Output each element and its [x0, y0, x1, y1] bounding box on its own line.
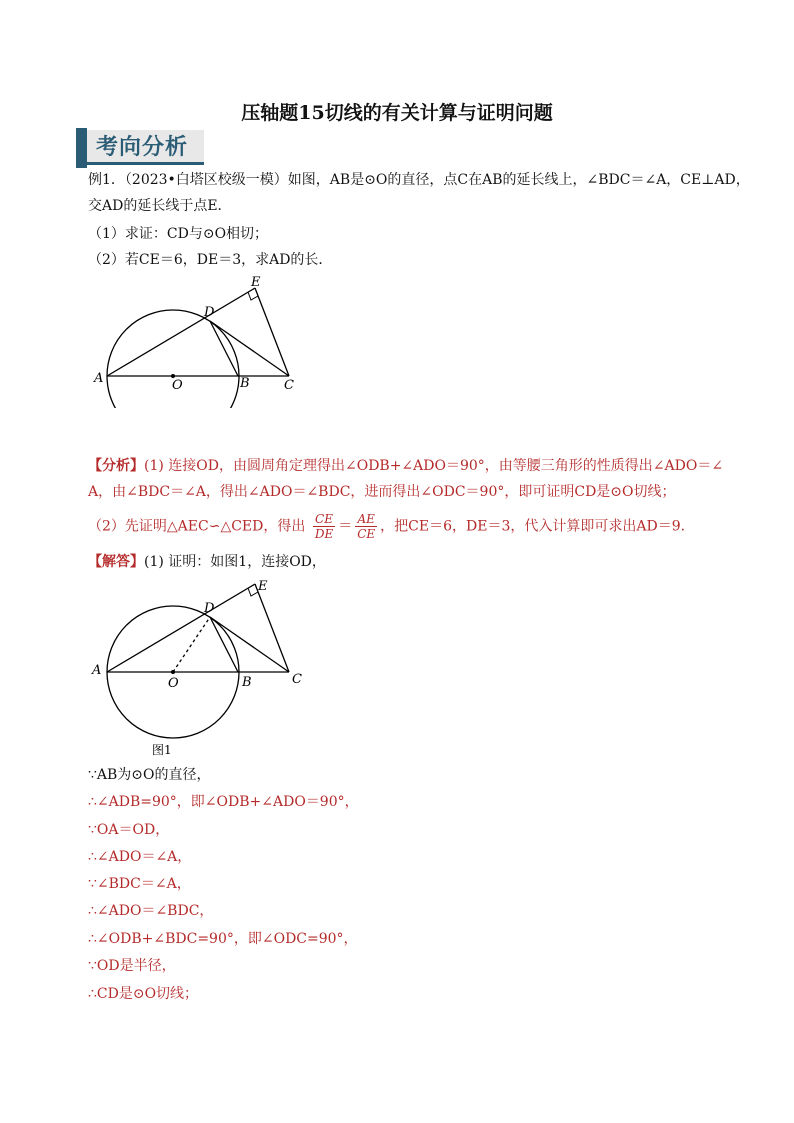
problem-line-1: 例1．（2023•白塔区校级一模）如图，AB是⊙O的直径，点C在AB的延长线上，∠BDC＝∠A，CE⊥AD，	[88, 172, 750, 188]
fraction-ae-ce	[355, 512, 377, 541]
solution-intro-text: (1) 证明：如图1，连接OD，	[144, 554, 326, 570]
section-banner	[76, 126, 204, 168]
figure-caption: 图1	[152, 743, 172, 757]
line-dc	[210, 321, 289, 376]
solution-tag: 【解答】	[88, 554, 144, 570]
center-point	[171, 670, 175, 674]
line-ec	[255, 584, 289, 672]
fraction-denominator: DE	[314, 527, 334, 541]
page-title: 压轴题15切线的有关计算与证明问题	[241, 102, 553, 124]
label-o: O	[168, 676, 179, 691]
banner-label: 考向分析	[96, 135, 189, 160]
label-a: A	[94, 371, 104, 386]
step-8: ∵OD是半径，	[88, 958, 176, 974]
label-e: E	[251, 276, 261, 290]
solution-intro	[88, 552, 326, 572]
label-e: E	[258, 579, 268, 594]
fraction-ce-de	[313, 512, 335, 541]
step-6: ∴∠ADO＝∠BDC，	[88, 903, 214, 919]
label-b: B	[242, 675, 252, 690]
banner-accent-bar	[76, 128, 87, 168]
analysis-line-3	[88, 512, 695, 541]
solution-figure	[86, 572, 316, 758]
step-2: ∴∠ADB=90°，即∠ODB+∠ADO＝90°，	[88, 794, 359, 810]
line-dc	[210, 617, 289, 672]
problem-line-2: 交AD的延长线于点E．	[88, 198, 232, 214]
step-4: ∴∠ADO＝∠A，	[88, 849, 192, 865]
question-2: （2）若CE＝6，DE＝3，求AD的长．	[88, 252, 333, 268]
circle-o	[107, 310, 239, 408]
problem-figure	[86, 276, 316, 408]
label-d: D	[204, 305, 215, 320]
line-ae	[107, 584, 255, 672]
label-o: O	[172, 378, 183, 393]
step-9: ∴CD是⊙O切线；	[88, 986, 199, 1002]
label-a: A	[92, 663, 102, 678]
step-3: ∵OA＝OD，	[88, 822, 170, 838]
fraction-numerator: AE	[355, 512, 377, 527]
analysis-line-1	[88, 456, 723, 476]
analysis-line-2: A，由∠BDC＝∠A，得出∠ADO＝∠BDC，进而得出∠ODC＝90°，即可证明CD是⊙O切线；	[88, 484, 676, 500]
fraction-denominator: CE	[357, 527, 376, 541]
step-5: ∵∠BDC＝∠A，	[88, 876, 191, 892]
line-db	[210, 617, 238, 672]
label-d: D	[204, 601, 215, 616]
label-c: C	[284, 378, 294, 393]
question-1: （1）求证：CD与⊙O相切；	[88, 226, 269, 242]
fraction-numerator: CE	[313, 512, 335, 527]
label-b: B	[240, 376, 250, 391]
line-od-dashed	[173, 617, 210, 672]
analysis-tag: 【分析】	[88, 458, 144, 474]
step-7: ∴∠ODB+∠BDC=90°，即∠ODC=90°，	[88, 931, 358, 947]
analysis-text-1: (1) 连接OD，由圆周角定理得出∠ODB+∠ADO＝90°，由等腰三角形的性质得出∠ADO＝∠	[144, 458, 724, 474]
equals-sign: ＝	[338, 518, 353, 535]
line-db	[210, 321, 238, 376]
analysis-text-3a: （2）先证明△AEC∽△CED，得出	[88, 518, 306, 535]
step-1: ∵AB为⊙O的直径，	[88, 767, 211, 783]
line-ec	[255, 288, 289, 376]
label-c: C	[292, 672, 302, 687]
line-ae	[107, 288, 255, 376]
analysis-text-3b: ，把CE＝6，DE＝3，代入计算即可求出AD＝9．	[380, 518, 695, 535]
